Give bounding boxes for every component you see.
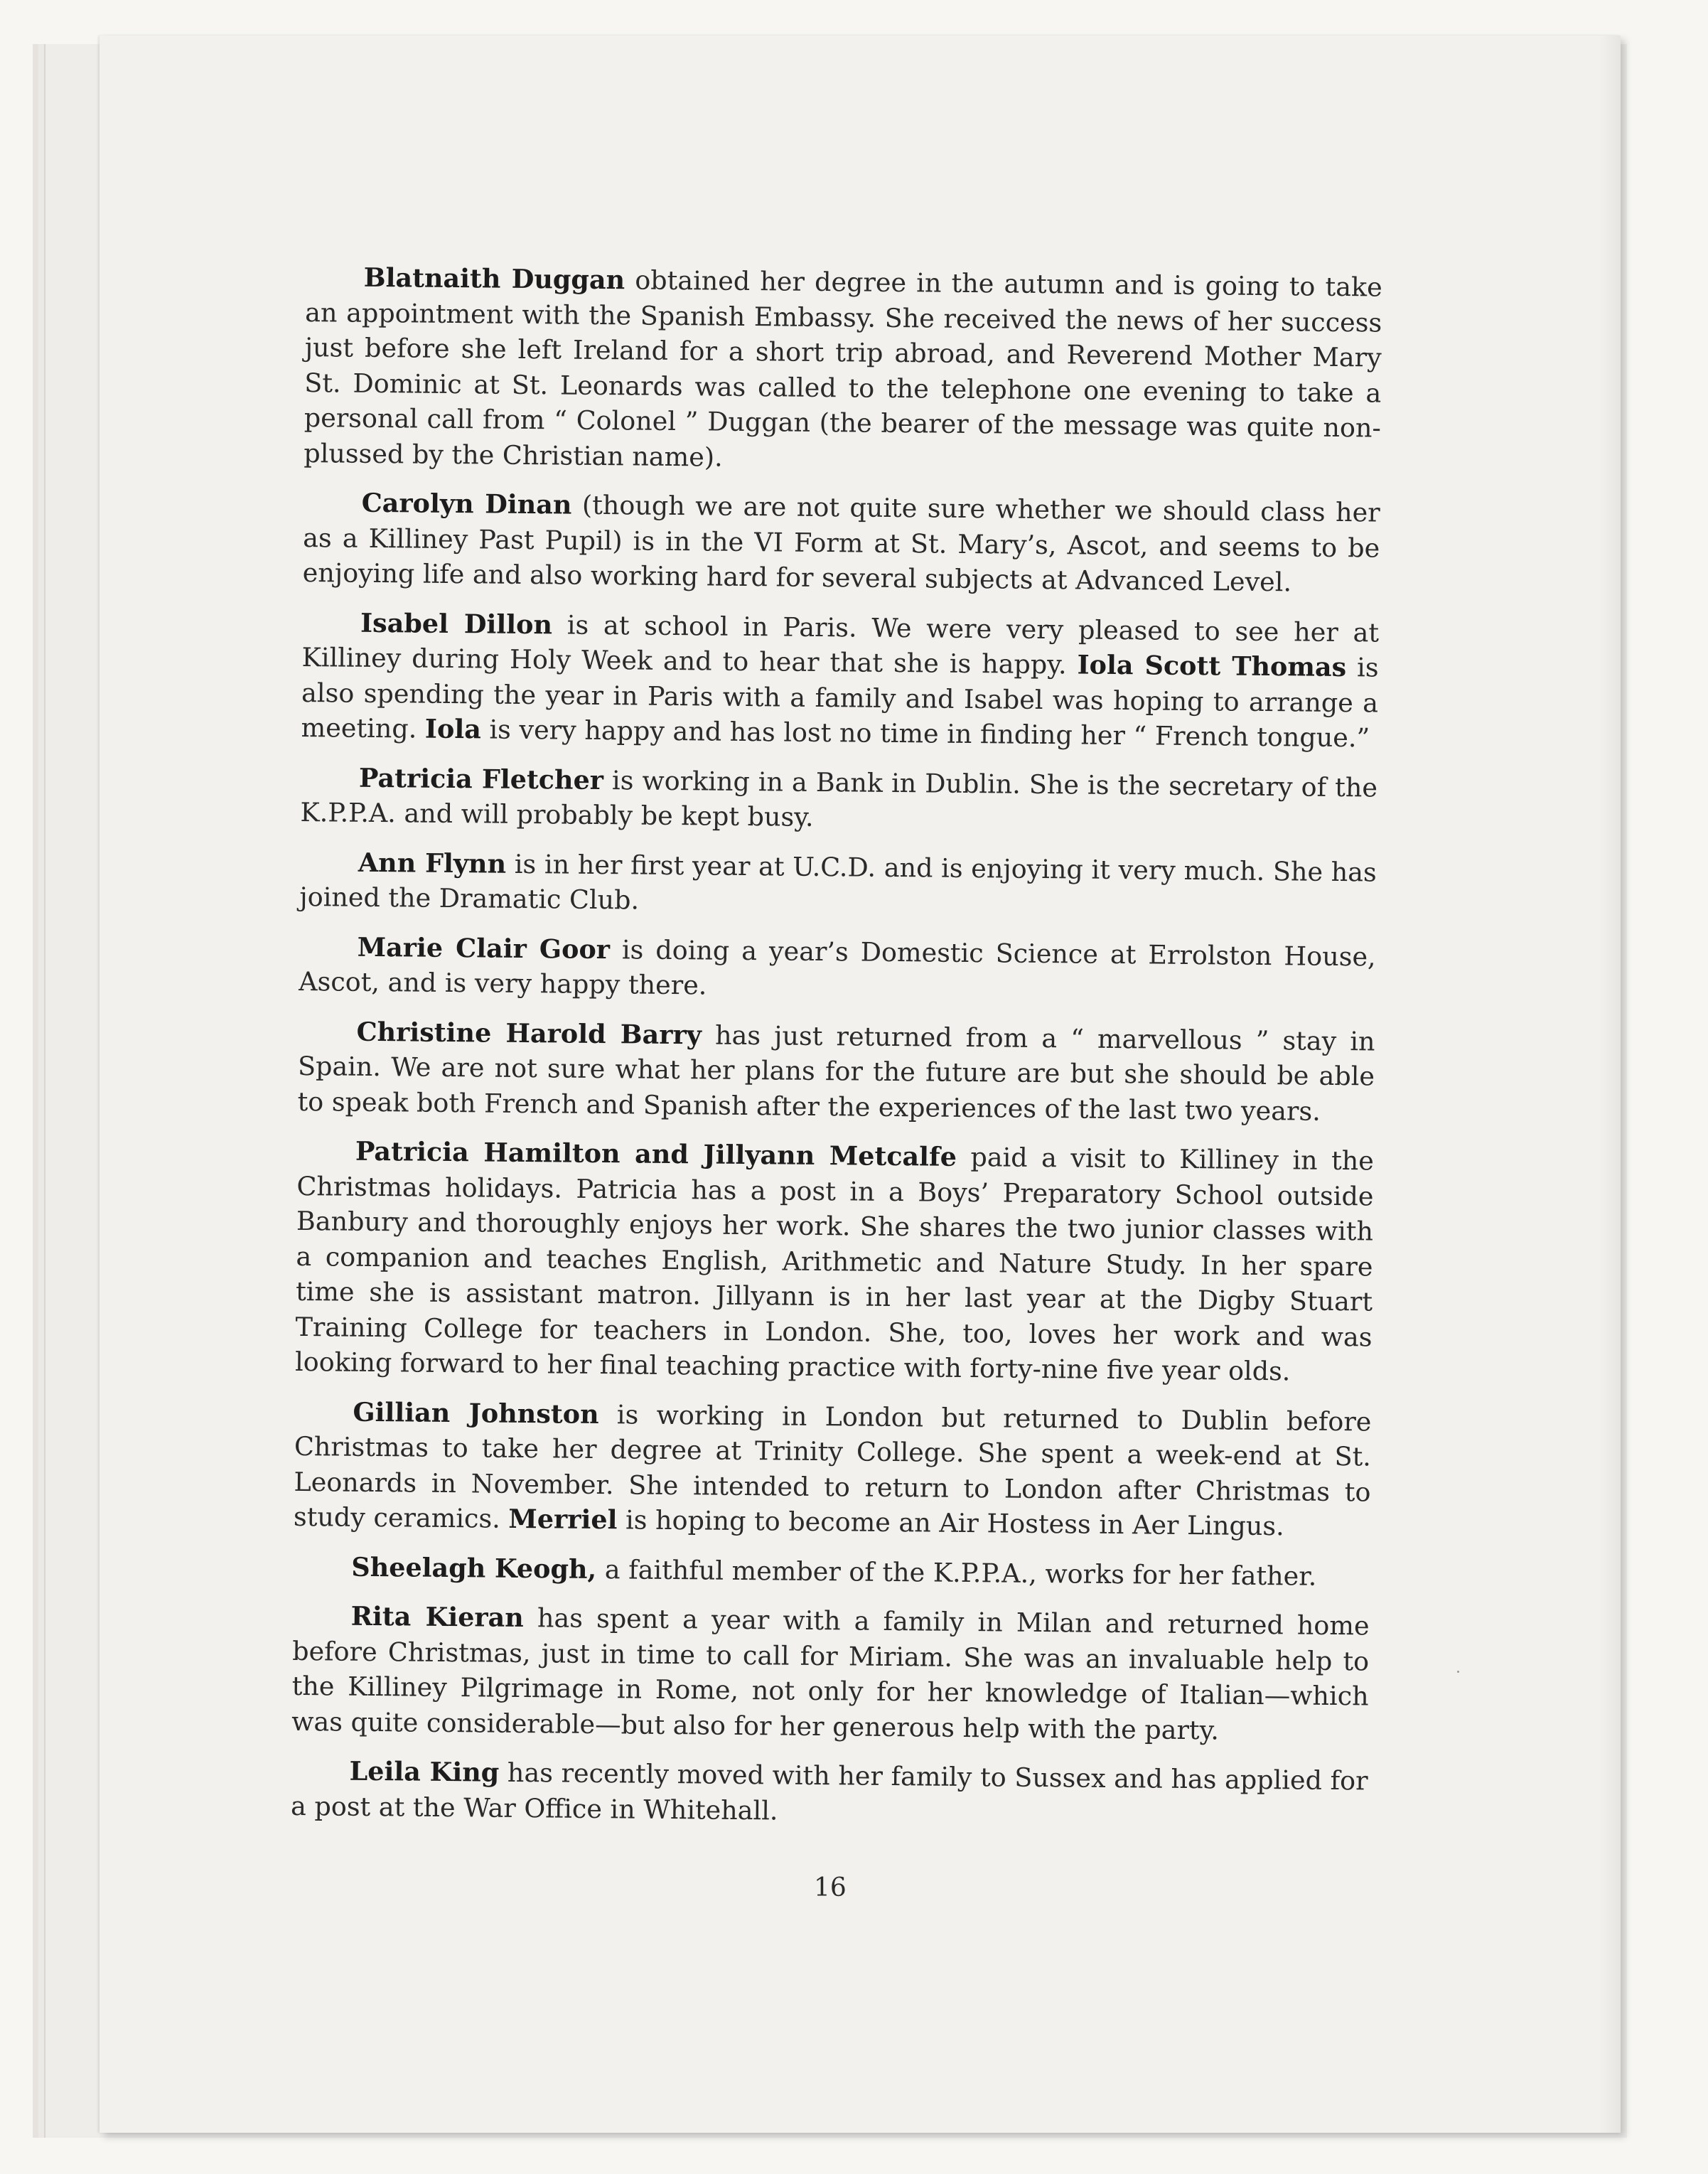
paragraph-text: is working in London but returned to Dublin before Christmas to take her degree at Trinity College. She spent a week-end at St. Leonards in November. She intended to return to London after Christmas to study ceramics.: [293, 1398, 1372, 1534]
person-name: Rita Kieran: [350, 1600, 525, 1634]
paragraph-text: is working in a Bank in Dublin. She is the secretary of the K.P.P.A. and will probably be kept busy.: [300, 764, 1378, 832]
person-name: Merriel: [508, 1503, 618, 1536]
paragraph-text: has spent a year with a family in Milan and returned home before Christmas, just in time to call for Miriam. She was an invaluable help to the Killiney Pilgrimage in Rome, not only for her knowledge of Italian—which was quite considerable—but also for her generous help with the party.: [291, 1602, 1370, 1745]
page-number: 16: [814, 1873, 847, 1902]
paragraph-text: has recently moved with her family to Sussex and has applied for a post at the War Office in Whitehall.: [290, 1757, 1368, 1826]
paragraph-johnston: [294, 1393, 1372, 1545]
paragraph-text: paid a visit to Killiney in the Christmas holidays. Patricia has a post in a Boys’ Preparatory School outside Banbury and thoroughly enjoys her work. She shares the two junior classes with a companion and teaches English, Arithmetic and Nature Study. In her spare time she is assistant matron. Jillyann is in her last year at the Digby Stuart Training College for teachers in London. She, too, loves her work and was looking forward to her final teaching practice with forty-nine five year olds.: [294, 1141, 1375, 1387]
paragraph-harold-barry: [297, 1013, 1375, 1129]
paragraph-text: is hoping to become an Air Hostess in Aer Lingus.: [617, 1504, 1284, 1542]
paragraph-goor: [299, 928, 1376, 1010]
person-name: Iola: [424, 713, 482, 745]
paragraph-text: obtained her degree in the autumn and is going to take an appointment with the Spanish Embassy. She received the news of her success just before she left Ireland for a short trip abroad, and Reverend Mother Mary St. Dominic at St. Leonards was called to the telephone one evening to take a personal call from “ Colonel ” Duggan (the bearer of the message was quite non-plussed by the Christian name).: [304, 264, 1382, 473]
booklet-page: [100, 36, 1621, 2133]
paragraph-text: has just returned from a “ marvellous ” stay in Spain. We are not sure what her plans for the future are but she should be able to speak both French and Spanish after the experiences of the last two years.: [297, 1019, 1375, 1127]
paragraph-keogh: [293, 1548, 1370, 1594]
person-name: Blatnaith Duggan: [363, 262, 625, 296]
paragraph-text: is very happy and has lost no time in finding her “ French tongue.”: [480, 714, 1370, 754]
body-text: [291, 259, 1382, 1848]
person-name: Leila King: [349, 1755, 500, 1788]
person-name: Carolyn Dinan: [361, 487, 572, 520]
person-name: Isabel Dillon: [360, 607, 553, 640]
paragraph-fletcher: [300, 759, 1377, 840]
person-name: Sheelagh Keogh,: [351, 1551, 597, 1585]
person-name: Gillian Johnston: [353, 1396, 599, 1430]
paragraph-text: is doing a year’s Domestic Science at Errolston House, Ascot, and is very happy there.: [299, 933, 1376, 1001]
paragraph-kieran: [291, 1598, 1370, 1750]
paragraph-text: is in her first year at U.C.D. and is enjoying it very much. She has joined the Dramatic Club.: [299, 848, 1377, 916]
paragraph-flynn: [299, 844, 1377, 925]
paragraph-text: a faithful member of the K.P.P.A., works for her father.: [596, 1553, 1317, 1592]
person-name: Ann Flynn: [358, 847, 507, 879]
paragraph-dillon: [301, 604, 1379, 756]
person-name: Patricia Hamilton and Jillyann Metcalfe: [355, 1135, 957, 1172]
paragraph-hamilton-metcalfe: [295, 1133, 1374, 1390]
paragraph-king: [291, 1753, 1368, 1834]
paper-speck: [1457, 1671, 1459, 1673]
paragraph-text: (though we are not quite sure whether we should class her as a Killiney Past Pupil) is in the VI Form at St. Mary’s, Ascot, and seems to be enjoying life and also working hard for several subjects at Advanced Level.: [302, 489, 1380, 598]
paragraph-text: is also spending the year in Paris with a family and Isabel was hoping to arrange a meeting.: [301, 652, 1379, 744]
person-name: Marie Clair Goor: [357, 931, 611, 965]
person-name: Iola Scott Thomas: [1077, 649, 1347, 683]
paragraph-text: is at school in Paris. We were very pleased to see her at Killiney during Holy Week and to hear that she is happy.: [301, 609, 1380, 680]
paragraph-duggan: [304, 259, 1382, 481]
paragraph-dinan: [303, 485, 1380, 601]
person-name: Christine Harold Barry: [356, 1016, 702, 1050]
person-name: Patricia Fletcher: [358, 762, 604, 796]
